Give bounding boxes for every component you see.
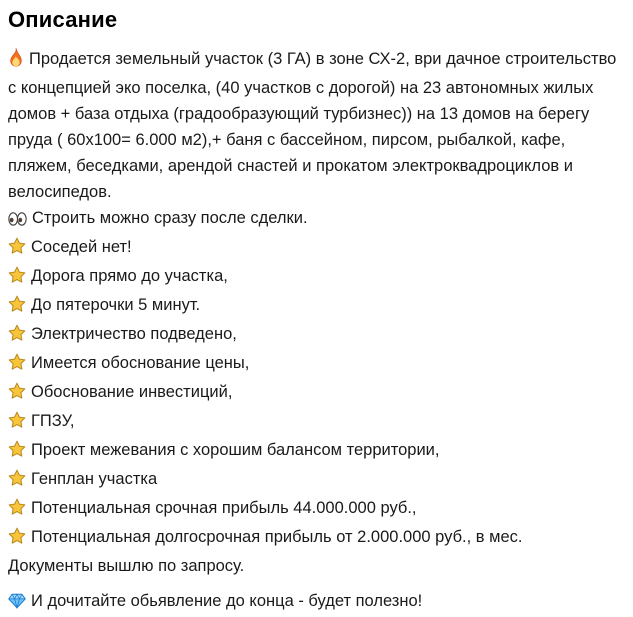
description-line-text: Электричество подведено, <box>31 325 237 343</box>
description-line <box>8 553 619 579</box>
gem-icon <box>8 591 26 617</box>
page-title: Описание <box>8 7 118 32</box>
star-icon <box>8 411 26 437</box>
description-line <box>8 379 619 408</box>
description-line <box>8 321 619 350</box>
description-line-text: До пятерочки 5 минут. <box>31 296 201 314</box>
star-icon <box>8 353 26 379</box>
description-section <box>8 6 619 617</box>
description-line <box>8 292 619 321</box>
description-line-text: Проект межевания с хорошим балансом территории, <box>31 441 440 459</box>
star-icon <box>8 469 26 495</box>
fire-icon <box>8 48 24 75</box>
eyes-icon <box>8 208 27 234</box>
description-line-text: Потенциальная долгосрочная прибыль от 2.000.000 руб., в мес. <box>31 528 523 546</box>
description-line <box>8 495 619 524</box>
star-icon <box>8 440 26 466</box>
description-line <box>8 205 619 234</box>
star-icon <box>8 324 26 350</box>
description-line-text: Обоснование инвестиций, <box>31 383 233 401</box>
star-icon <box>8 295 26 321</box>
description-line <box>8 350 619 379</box>
description-line-text: Соседей нет! <box>31 238 132 256</box>
description-line <box>8 524 619 553</box>
description-line-text: Дорога прямо до участка, <box>31 267 228 285</box>
description-text <box>8 46 619 617</box>
description-line-text: Документы вышлю по запросу. <box>8 557 245 575</box>
description-line-text: И дочитайте обьявление до конца - будет полезно! <box>31 592 423 610</box>
description-line-text: Продается земельный участок (3 ГА) в зоне СХ-2, ври дачное строительство с концепцией эко поселка, (40 участков с дорогой) на 23 автономных жилых домов + база отдыха (градообразующий турбизнес)) на 13 домов на берегу пруда ( 60х100= 6.000 м2),+ баня с бассейном, пирсом, рыбалкой, кафе, пляжем, беседками, арендой снастей и прокатом электроквадроциклов и велосипедов. <box>8 50 617 201</box>
description-line <box>8 437 619 466</box>
description-line <box>8 588 619 617</box>
description-line-text: Строить можно сразу после сделки. <box>32 209 308 227</box>
description-line <box>8 408 619 437</box>
star-icon <box>8 266 26 292</box>
star-icon <box>8 498 26 524</box>
description-line-text: Имеется обоснование цены, <box>31 354 250 372</box>
description-line <box>8 263 619 292</box>
description-line <box>8 234 619 263</box>
star-icon <box>8 527 26 553</box>
description-line-text: Генплан участка <box>31 470 158 488</box>
description-line-text: Потенциальная срочная прибыль 44.000.000 руб., <box>31 499 417 517</box>
description-line <box>8 466 619 495</box>
description-line-text: ГПЗУ, <box>31 412 75 430</box>
star-icon <box>8 237 26 263</box>
star-icon <box>8 382 26 408</box>
description-line <box>8 46 619 205</box>
